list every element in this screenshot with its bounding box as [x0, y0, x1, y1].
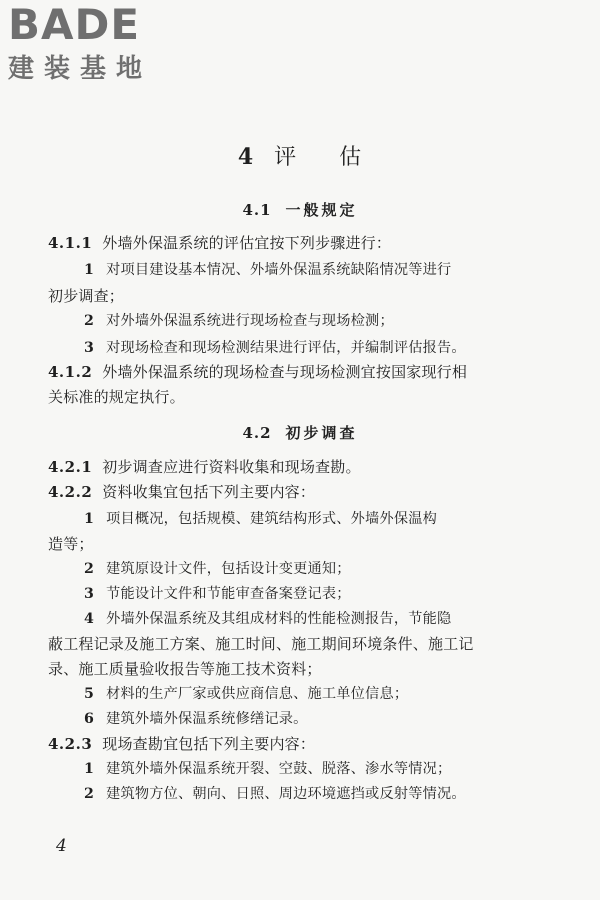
item-line	[84, 583, 600, 605]
item-number: 4	[84, 611, 95, 627]
item-text: 材料的生产厂家或供应商信息、施工单位信息；	[106, 686, 409, 702]
item-text: 建筑原设计文件，包括设计变更通知；	[106, 561, 351, 577]
clause-text: 外墙外保温系统的现场检查与现场检测宜按国家现行相	[102, 363, 468, 381]
continuation-text: 关标准的规定执行。	[48, 388, 185, 406]
clause-line	[48, 481, 568, 503]
item-text: 外墙外保温系统及其组成材料的性能检测报告，节能隐	[106, 611, 452, 627]
clause-text: 外墙外保温系统的评估宜按下列步骤进行：	[102, 234, 392, 252]
clause-number: 4.2.3	[48, 735, 93, 753]
item-number: 3	[84, 340, 95, 356]
section-title: 初步调查	[285, 424, 358, 442]
continuation-text: 录、施工质量验收报告等施工技术资料；	[48, 660, 322, 678]
item-line	[84, 683, 600, 705]
clause-line	[48, 232, 568, 254]
item-text: 建筑外墙外保温系统开裂、空鼓、脱落、渗水等情况；	[106, 761, 452, 777]
logo-subtitle: 建装基地	[8, 54, 153, 84]
continuation-line	[48, 285, 568, 307]
continuation-line	[48, 633, 568, 655]
item-number: 6	[84, 711, 95, 727]
item-number: 3	[84, 586, 95, 602]
clause-text: 现场查勘宜包括下列主要内容：	[102, 735, 316, 753]
continuation-line	[48, 658, 568, 680]
item-number: 2	[84, 561, 95, 577]
clause-text: 初步调查应进行资料收集和现场查勘。	[102, 458, 361, 476]
item-number: 2	[84, 313, 95, 329]
item-line	[84, 708, 600, 730]
item-text: 建筑物方位、朝向、日照、周边环境遮挡或反射等情况。	[106, 786, 466, 802]
item-text: 对现场检查和现场检测结果进行评估，并编制评估报告。	[106, 340, 466, 356]
section-number: 4.1	[242, 201, 272, 219]
page-number: 4	[56, 836, 67, 856]
clause-text: 资料收集宜包括下列主要内容：	[102, 483, 316, 501]
section-number: 4.2	[242, 424, 272, 442]
item-line	[84, 758, 600, 780]
clause-number: 4.2.1	[48, 458, 93, 476]
item-line	[84, 783, 600, 805]
chapter-heading	[0, 140, 600, 171]
item-text: 项目概况，包括规模、建筑结构形式、外墙外保温构	[106, 511, 437, 527]
item-number: 2	[84, 786, 95, 802]
section-heading-4-2	[0, 422, 600, 443]
chapter-title-part-2: 估	[339, 145, 363, 170]
item-line	[84, 337, 600, 359]
item-text: 建筑外墙外保温系统修缮记录。	[106, 711, 308, 727]
clause-number: 4.1.2	[48, 363, 93, 381]
item-text: 节能设计文件和节能审查备案登记表；	[106, 586, 351, 602]
continuation-text: 初步调查；	[48, 287, 125, 305]
chapter-number: 4	[237, 144, 255, 170]
continuation-line	[48, 533, 568, 555]
clause-line	[48, 361, 568, 383]
clause-line	[48, 456, 568, 478]
item-line	[84, 558, 600, 580]
item-text: 对项目建设基本情况、外墙外保温系统缺陷情况等进行	[106, 262, 452, 278]
chapter-title-part-1: 评	[274, 145, 298, 170]
bade-logo	[8, 0, 178, 88]
continuation-line	[48, 386, 568, 408]
item-number: 5	[84, 686, 95, 702]
clause-number: 4.2.2	[48, 483, 93, 501]
item-number: 1	[84, 262, 95, 278]
continuation-text: 造等；	[48, 535, 94, 553]
item-line	[84, 608, 600, 630]
item-line	[84, 259, 600, 281]
section-heading-4-1	[0, 199, 600, 220]
clause-line	[48, 733, 568, 755]
item-number: 1	[84, 761, 95, 777]
continuation-text: 蔽工程记录及施工方案、施工时间、施工期间环境条件、施工记	[48, 635, 474, 653]
item-text: 对外墙外保温系统进行现场检查与现场检测；	[106, 313, 394, 329]
clause-number: 4.1.1	[48, 234, 93, 252]
item-line	[84, 310, 600, 332]
section-title: 一般规定	[285, 201, 358, 219]
item-number: 1	[84, 511, 95, 527]
logo-mark: BADE	[8, 0, 141, 49]
item-line	[84, 508, 600, 530]
